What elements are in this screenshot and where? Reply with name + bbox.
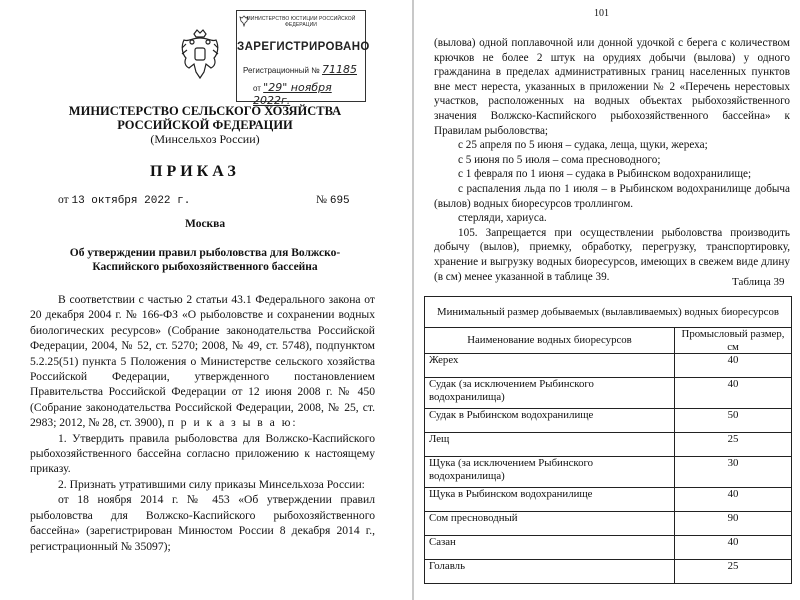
min-size-table [424,296,792,584]
order-date-prefix: от [58,194,69,206]
stamp-date-value: "29" ноября 2022г. [253,81,332,107]
table-cell-size: 25 [675,433,792,457]
table-cell-name: Сом пресноводный [425,512,675,536]
table-header-size: Промысловый размер, см [675,328,792,354]
table-row [425,378,792,409]
right-page [416,0,800,600]
table-cell-size: 50 [675,409,792,433]
rules-text [434,36,790,284]
table-cell-size: 40 [675,354,792,378]
table-cell-size: 40 [675,536,792,560]
table-row [425,488,792,512]
stamp-reg-line [243,63,357,76]
table-cell-name: Жерех [425,354,675,378]
table-row [425,536,792,560]
table-row [425,354,792,378]
item-1: 1. Утвердить правила рыболовства для Волжско-Каспийского рыбохозяйственного бассейна согласно приложению к настоящему приказу. [30,431,375,476]
table-cell-size: 40 [675,488,792,512]
table-cell-name: Судак (за исключением Рыбинского водохранилища) [425,378,675,409]
table-cell-name: Лещ [425,433,675,457]
table-cell-name: Сазан [425,536,675,560]
ministry-short-name: (Минсельхоз России) [150,132,260,146]
table-caption: Минимальный размер добываемых (вылавливаемых) водных биоресурсов [425,297,792,328]
stamp-date-prefix: от [253,84,261,93]
table-label: Таблица 39 [732,276,785,288]
document-type: ПРИКАЗ [150,163,240,180]
coat-of-arms-icon [178,28,222,80]
page-number: 101 [594,8,609,19]
table-cell-name: Щука в Рыбинском водохранилище [425,488,675,512]
table-row [425,512,792,536]
preamble-paragraph [30,292,375,431]
ministry-line-1: МИНИСТЕРСТВО СЕЛЬСКОГО ХОЗЯЙСТВА [68,104,342,118]
stamp-reg-label: Регистрационный № [243,66,320,75]
table-cell-size: 25 [675,560,792,584]
table-header-name: Наименование водных биоресурсов [425,328,675,354]
order-number-label: № [316,194,327,206]
rules-line-3: с 1 февраля по 1 июня – судака в Рыбинском водохранилище; [458,168,752,181]
order-number-value: 695 [329,195,350,207]
item-2: 2. Признать утратившими силу приказы Минсельхоза России: [58,477,365,491]
registration-stamp [236,10,370,107]
item-2-sub: от 18 ноября 2014 г. № 453 «Об утверждении правил рыболовства для Волжско-Каспийского рыбохозяйственного бассейна» (зарегистрирован Минюстом России 8 декабря 2014 г., регистрационный № 35097); [30,493,375,553]
order-number [316,194,350,207]
table-cell-name: Судак в Рыбинском водохранилище [425,409,675,433]
table-row [425,433,792,457]
rules-line-1: с 25 апреля по 5 июня – судака, леща, щуки, жереха; [458,139,708,152]
table-cell-size: 90 [675,512,792,536]
order-date [58,194,190,207]
table-cell-name: Щука (за исключением Рыбинского водохранилища) [425,457,675,488]
rules-line-2: с 5 июня по 5 июля – сома пресноводного; [458,153,661,166]
rules-line-5: стерляди, хариуса. [458,212,547,225]
table-row [425,409,792,433]
order-word: п р и к а з ы в а ю: [167,416,298,430]
order-date-value: 13 октября 2022 г. [71,195,191,207]
stamp-reg-number: 71185 [321,63,357,76]
stamp-title: ЗАРЕГИСТРИРОВАНО [237,41,370,53]
ministry-header [60,104,350,146]
order-city: Москва [185,218,226,230]
stamp-header: МИНИСТЕРСТВО ЮСТИЦИИ РОССИЙСКОЙ ФЕДЕРАЦИИ [246,16,356,28]
table-row [425,560,792,584]
preamble-text: В соответствии с частью 2 статьи 43.1 Федерального закона от 20 декабря 2004 г. № 166-ФЗ «О рыболовстве и сохранении водных биологических ресурсов» (Собрание законодательства Российской Федерации, 2004, № 52, ст. 5270; 2008, № 49, ст. 5748), подпунктом 5.2.25(51) пункта 5 Положения о Министерстве сельского хозяйства Российской Федерации, утвержденного постановлением Правительства Российской Федерации от 12 июня 2008 г. № 450 (Собрание законодательства Российской Федерации, 2008, № 25, ст. 2983; 2012, № 28, ст. 3900), [30,293,375,430]
rules-intro: (вылова) одной поплавочной или донной удочкой с берега с количеством крючков не более 2 штук на орудиях добычи (вылова) у одного гражданина в пределах административных границ населенных пунктов вне мест нереста, указанных в приложении № 2 «Перечень нерестовых участков, расположенных на водных объектах рыбохозяйственного значения Волжско-Каспийского рыбохозяйственного бассейна» к Правилам рыболовства; [434,37,790,137]
rules-line-4: с распаления льда по 1 июля – в Рыбинском водохранилище добыча (вылов) водных биоресурсов троллингом. [434,182,790,210]
order-title: Об утверждении правил рыболовства для Волжско-Каспийского рыбохозяйственного бассейна [69,247,341,273]
table-row [425,457,792,488]
table-cell-name: Голавль [425,560,675,584]
page-divider [412,0,414,600]
order-body [30,292,375,554]
ministry-line-2: РОССИЙСКОЙ ФЕДЕРАЦИИ [117,118,293,132]
table-cell-size: 40 [675,378,792,409]
rules-para-105: 105. Запрещается при осуществлении рыболовства производить добычу (вылов), приемку, обработку, перегрузку, транспортировку, хранение и выгрузку водных биоресурсов, имеющих в свежем виде длину (в см) менее указанной в таблице 39. [434,226,790,283]
table-cell-size: 30 [675,457,792,488]
